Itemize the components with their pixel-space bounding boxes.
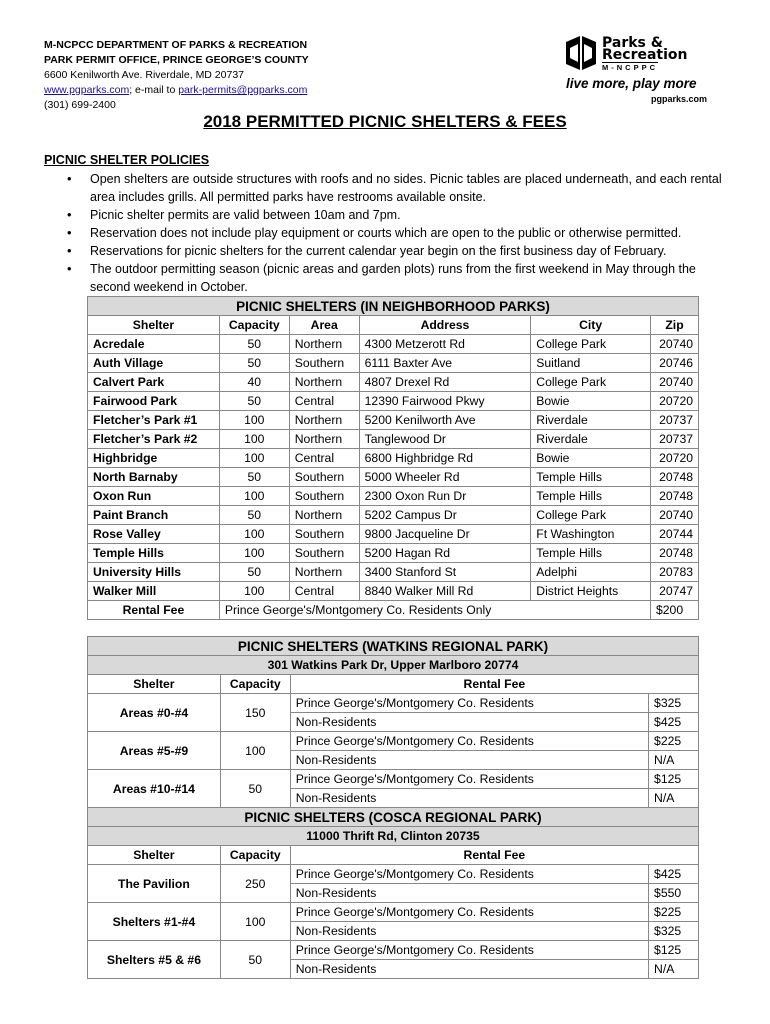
resident-fee-label: Prince George's/Montgomery Co. Residents xyxy=(290,770,648,789)
cell-capacity: 100 xyxy=(219,430,289,449)
cell-capacity: 40 xyxy=(219,373,289,392)
cell-area: Central xyxy=(289,449,359,468)
cell-capacity: 100 xyxy=(219,449,289,468)
column-header-rental-fee: Rental Fee xyxy=(290,675,698,694)
cell-shelter: Fairwood Park xyxy=(88,392,220,411)
table-row xyxy=(88,449,699,468)
non-resident-fee-label: Non-Residents xyxy=(290,789,648,808)
cell-address: 5202 Campus Dr xyxy=(359,506,531,525)
logo-site: pgparks.com xyxy=(650,94,707,104)
table-row xyxy=(88,506,699,525)
shelter-name: The Pavilion xyxy=(88,865,221,903)
regional-shelters-table xyxy=(87,636,699,979)
shelter-capacity: 50 xyxy=(220,770,290,808)
cell-address: 5200 Hagan Rd xyxy=(359,544,531,563)
cell-shelter: Fletcher’s Park #1 xyxy=(88,411,220,430)
resident-fee-label: Prince George's/Montgomery Co. Residents xyxy=(290,865,648,884)
table-row xyxy=(88,770,699,789)
cell-address: 2300 Oxon Run Dr xyxy=(359,487,531,506)
shelter-capacity: 100 xyxy=(220,903,290,941)
shelter-capacity: 150 xyxy=(220,694,290,732)
cell-area: Southern xyxy=(289,487,359,506)
column-header-capacity: Capacity xyxy=(220,675,290,694)
resident-fee-amount: $325 xyxy=(649,694,699,713)
cell-capacity: 100 xyxy=(219,582,289,601)
cell-capacity: 50 xyxy=(219,468,289,487)
page-title: 2018 PERMITTED PICNIC SHELTERS & FEES xyxy=(203,112,567,131)
resident-fee-amount: $225 xyxy=(649,732,699,751)
watkins-address: 301 Watkins Park Dr, Upper Marlboro 20774 xyxy=(88,656,699,675)
table-row xyxy=(88,525,699,544)
policy-item: • Open shelters are outside structures with roofs and no sides. Picnic tables are placed underneath, and each rental area includes grills. All permitted parks have restrooms available onsite. xyxy=(64,170,724,206)
cell-address: 4300 Metzerott Rd xyxy=(359,335,531,354)
logo-text-parks: Parks & xyxy=(602,35,663,51)
cell-zip: 20737 xyxy=(651,430,699,449)
cell-shelter: Auth Village xyxy=(88,354,220,373)
cell-area: Southern xyxy=(289,544,359,563)
table-row xyxy=(88,732,699,751)
cell-area: Northern xyxy=(289,430,359,449)
parks-logo-mark-icon xyxy=(566,36,598,70)
column-header-shelter: Shelter xyxy=(88,846,221,865)
column-header-shelter: Shelter xyxy=(88,675,221,694)
cell-zip: 20748 xyxy=(651,487,699,506)
resident-fee-amount: $125 xyxy=(649,941,699,960)
logo-text-recreation: Recreation xyxy=(602,47,688,63)
cell-area: Northern xyxy=(289,506,359,525)
cell-shelter: Walker Mill xyxy=(88,582,220,601)
cell-address: Tanglewood Dr xyxy=(359,430,531,449)
cell-zip: 20720 xyxy=(651,392,699,411)
cell-address: 4807 Drexel Rd xyxy=(359,373,531,392)
table-row xyxy=(88,468,699,487)
resident-fee-amount: $125 xyxy=(649,770,699,789)
cell-city: College Park xyxy=(531,506,651,525)
watkins-table-title: PICNIC SHELTERS (WATKINS REGIONAL PARK) xyxy=(88,637,699,656)
non-resident-fee-amount: N/A xyxy=(649,960,699,979)
cell-address: 3400 Stanford St xyxy=(359,563,531,582)
cosca-table-title: PICNIC SHELTERS (COSCA REGIONAL PARK) xyxy=(88,808,699,827)
table-row xyxy=(88,865,699,884)
cell-zip: 20740 xyxy=(651,373,699,392)
shelter-name: Areas #5-#9 xyxy=(88,732,221,770)
email-link[interactable]: park-permits@pgparks.com xyxy=(178,84,308,96)
cell-area: Southern xyxy=(289,525,359,544)
column-header-rental-fee: Rental Fee xyxy=(290,846,698,865)
cell-shelter: Oxon Run xyxy=(88,487,220,506)
policies-list xyxy=(64,170,724,296)
table-row xyxy=(88,373,699,392)
cell-area: Northern xyxy=(289,411,359,430)
non-resident-fee-label: Non-Residents xyxy=(290,960,648,979)
column-header-capacity: Capacity xyxy=(220,846,290,865)
policy-item: • Reservations for picnic shelters for the current calendar year begin on the first business day of February. xyxy=(64,242,724,260)
rental-fee-amount: $200 xyxy=(651,601,699,620)
rental-fee-row xyxy=(88,601,699,620)
header-contact-block xyxy=(44,38,309,113)
cell-shelter: Calvert Park xyxy=(88,373,220,392)
table-row xyxy=(88,487,699,506)
phone-number: (301) 699-2400 xyxy=(44,99,116,111)
table-row xyxy=(88,430,699,449)
cell-zip: 20783 xyxy=(651,563,699,582)
cell-capacity: 100 xyxy=(219,411,289,430)
cell-city: Bowie xyxy=(531,392,651,411)
table-row xyxy=(88,694,699,713)
table-row xyxy=(88,563,699,582)
table-row xyxy=(88,411,699,430)
column-header-shelter: Shelter xyxy=(88,316,220,335)
cell-area: Central xyxy=(289,582,359,601)
cosca-address: 11000 Thrift Rd, Clinton 20735 xyxy=(88,827,699,846)
cell-capacity: 50 xyxy=(219,392,289,411)
cell-zip: 20720 xyxy=(651,449,699,468)
cell-city: Riverdale xyxy=(531,411,651,430)
neighborhood-shelters-table xyxy=(87,296,699,620)
policy-item: • Picnic shelter permits are valid between 10am and 7pm. xyxy=(64,206,724,224)
cell-city: Bowie xyxy=(531,449,651,468)
cell-area: Southern xyxy=(289,354,359,373)
policy-item: • Reservation does not include play equipment or courts which are open to the public or otherwise permitted. xyxy=(64,224,724,242)
non-resident-fee-label: Non-Residents xyxy=(290,884,648,903)
cell-address: 6800 Highbridge Rd xyxy=(359,449,531,468)
cell-shelter: Acredale xyxy=(88,335,220,354)
cell-city: College Park xyxy=(531,335,651,354)
cell-city: College Park xyxy=(531,373,651,392)
table-row xyxy=(88,392,699,411)
resident-fee-label: Prince George's/Montgomery Co. Residents xyxy=(290,941,648,960)
rental-fee-description: Prince George's/Montgomery Co. Residents Only xyxy=(219,601,650,620)
cell-address: 5200 Kenilworth Ave xyxy=(359,411,531,430)
cell-shelter: Temple Hills xyxy=(88,544,220,563)
website-link[interactable]: www.pgparks.com xyxy=(44,84,130,96)
non-resident-fee-amount: $550 xyxy=(649,884,699,903)
cell-zip: 20748 xyxy=(651,468,699,487)
cell-address: 5000 Wheeler Rd xyxy=(359,468,531,487)
resident-fee-label: Prince George's/Montgomery Co. Residents xyxy=(290,903,648,922)
cell-capacity: 50 xyxy=(219,335,289,354)
non-resident-fee-amount: N/A xyxy=(649,751,699,770)
parks-recreation-logo xyxy=(566,36,711,106)
cell-capacity: 100 xyxy=(219,544,289,563)
cell-address: 8840 Walker Mill Rd xyxy=(359,582,531,601)
cell-city: Suitland xyxy=(531,354,651,373)
table-row xyxy=(88,582,699,601)
cell-city: District Heights xyxy=(531,582,651,601)
logo-tagline: live more, play more xyxy=(566,76,697,91)
cell-address: 9800 Jacqueline Dr xyxy=(359,525,531,544)
column-header-area: Area xyxy=(289,316,359,335)
cell-address: 6111 Baxter Ave xyxy=(359,354,531,373)
cell-zip: 20740 xyxy=(651,335,699,354)
cell-city: Adelphi xyxy=(531,563,651,582)
cell-capacity: 50 xyxy=(219,506,289,525)
cell-zip: 20740 xyxy=(651,506,699,525)
cell-capacity: 50 xyxy=(219,354,289,373)
shelter-name: Shelters #1-#4 xyxy=(88,903,221,941)
non-resident-fee-amount: $325 xyxy=(649,922,699,941)
policies-heading: PICNIC SHELTER POLICIES xyxy=(44,153,210,167)
cell-shelter: North Barnaby xyxy=(88,468,220,487)
shelter-capacity: 50 xyxy=(220,941,290,979)
email-prefix: ; e-mail to xyxy=(129,84,179,96)
cell-city: Riverdale xyxy=(531,430,651,449)
cell-zip: 20746 xyxy=(651,354,699,373)
cell-city: Temple Hills xyxy=(531,468,651,487)
shelter-name: Areas #10-#14 xyxy=(88,770,221,808)
resident-fee-label: Prince George's/Montgomery Co. Residents xyxy=(290,732,648,751)
shelter-name: Areas #0-#4 xyxy=(88,694,221,732)
cell-shelter: University Hills xyxy=(88,563,220,582)
cell-shelter: Highbridge xyxy=(88,449,220,468)
cell-zip: 20737 xyxy=(651,411,699,430)
table-row xyxy=(88,544,699,563)
resident-fee-label: Prince George's/Montgomery Co. Residents xyxy=(290,694,648,713)
table-row xyxy=(88,354,699,373)
column-header-capacity: Capacity xyxy=(219,316,289,335)
non-resident-fee-label: Non-Residents xyxy=(290,751,648,770)
column-header-address: Address xyxy=(359,316,531,335)
neighborhood-table-title: PICNIC SHELTERS (IN NEIGHBORHOOD PARKS) xyxy=(88,297,699,316)
shelter-capacity: 250 xyxy=(220,865,290,903)
cell-shelter: Paint Branch xyxy=(88,506,220,525)
rental-fee-label: Rental Fee xyxy=(88,601,220,620)
non-resident-fee-amount: N/A xyxy=(649,789,699,808)
cell-capacity: 50 xyxy=(219,563,289,582)
resident-fee-amount: $225 xyxy=(649,903,699,922)
cell-zip: 20747 xyxy=(651,582,699,601)
cell-city: Temple Hills xyxy=(531,487,651,506)
non-resident-fee-amount: $425 xyxy=(649,713,699,732)
column-header-city: City xyxy=(531,316,651,335)
resident-fee-amount: $425 xyxy=(649,865,699,884)
table-row xyxy=(88,941,699,960)
shelter-name: Shelters #5 & #6 xyxy=(88,941,221,979)
cell-city: Temple Hills xyxy=(531,544,651,563)
policy-item: • The outdoor permitting season (picnic areas and garden plots) runs from the first weekend in May through the second weekend in October. xyxy=(64,260,724,296)
cell-address: 12390 Fairwood Pkwy xyxy=(359,392,531,411)
cell-capacity: 100 xyxy=(219,487,289,506)
shelter-capacity: 100 xyxy=(220,732,290,770)
table-row xyxy=(88,903,699,922)
column-header-zip: Zip xyxy=(651,316,699,335)
table-row xyxy=(88,335,699,354)
non-resident-fee-label: Non-Residents xyxy=(290,922,648,941)
cell-area: Southern xyxy=(289,468,359,487)
contact-line xyxy=(44,83,309,98)
cell-city: Ft Washington xyxy=(531,525,651,544)
cell-area: Northern xyxy=(289,373,359,392)
cell-zip: 20744 xyxy=(651,525,699,544)
cell-capacity: 100 xyxy=(219,525,289,544)
org-name: M-NCPCC DEPARTMENT OF PARKS & RECREATION xyxy=(44,39,308,51)
office-address: 6600 Kenilworth Ave. Riverdale, MD 20737 xyxy=(44,69,245,81)
cell-area: Northern xyxy=(289,335,359,354)
cell-area: Central xyxy=(289,392,359,411)
cell-shelter: Rose Valley xyxy=(88,525,220,544)
cell-area: Northern xyxy=(289,563,359,582)
office-name: PARK PERMIT OFFICE, PRINCE GEORGE’S COUNTY xyxy=(44,54,309,66)
cell-shelter: Fletcher’s Park #2 xyxy=(88,430,220,449)
cell-zip: 20748 xyxy=(651,544,699,563)
logo-text-mncppc: M-NCPPC xyxy=(602,63,658,72)
non-resident-fee-label: Non-Residents xyxy=(290,713,648,732)
